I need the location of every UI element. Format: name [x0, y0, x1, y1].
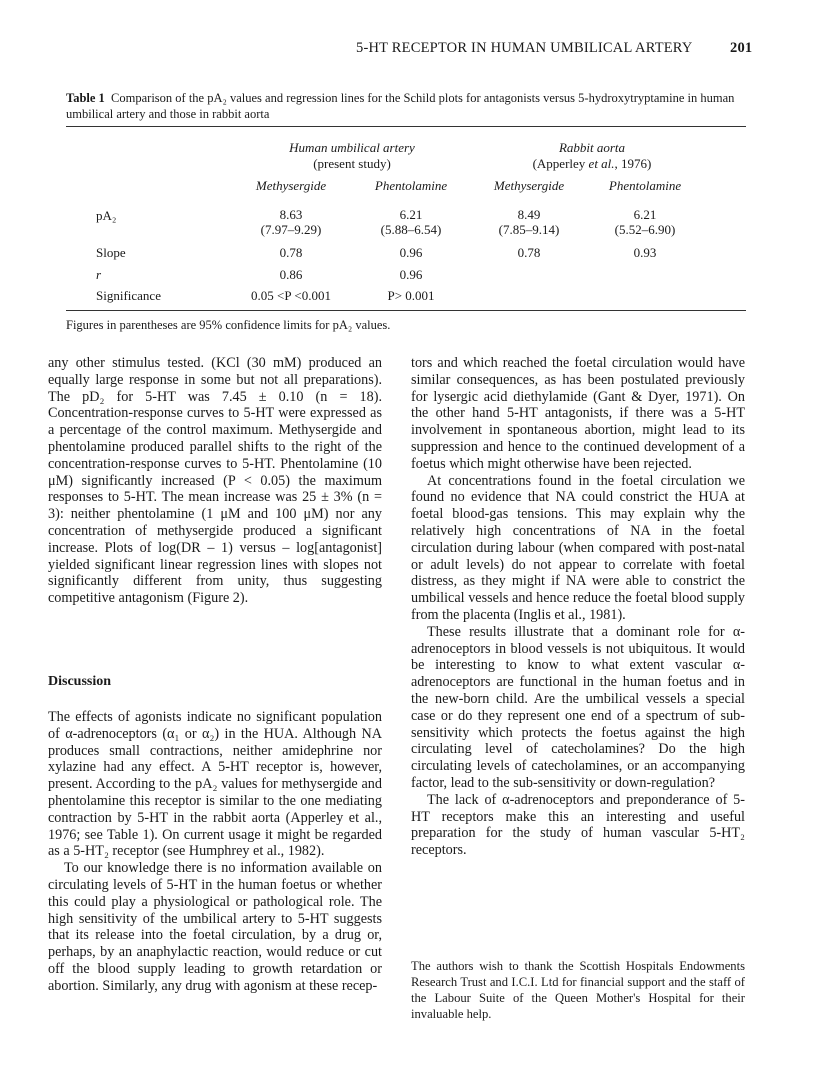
table-caption-text: Comparison of the pA₂ values and regression lines for the Schild plots for antagonists versus 5-hydroxytryptamine in human umbilical artery and those in rabbit aorta	[66, 91, 735, 121]
row-label-slope: Slope	[96, 245, 126, 260]
col-header: Phentolamine	[608, 178, 682, 193]
row-label-r: r	[96, 267, 102, 282]
paragraph: The effects of agonists indicate no significant population of α-adrenoceptors (α₁ or α₂) in the HUA. Although NA produces small contractions, neither amidephrine nor xylazine had any effect. A 5-HT receptor is, however, present. According to the pA₂ values for methysergide and phentolamine this receptor is similar to the one mediating contraction by 5-HT in the rabbit aorta (Apperley et al., 1976; see Table 1). On current usage it might be regarded as a 5-HT₂ receptor (see Humphrey et al., 1982).	[48, 709, 382, 860]
paragraph: These results illustrate that a dominant role for α-adrenoceptors in blood vessels is not ubiquitous. It would be interesting to know to what extent vascular α-adrenoceptors are functional in the human foetus and in the new-born child. Are the umbilical vessels a special case or do they represent one end of a spectrum of sub-sensitivity which protects the foetus against the high circulating level of catecholamines? Do the high circulating levels of catecholamines, or an accompanying factor, lead to the sub-sensitivity or down-regulation?	[411, 623, 745, 791]
pa2-value: 6.21	[633, 207, 657, 222]
col-header: Phentolamine	[374, 178, 448, 193]
significance-value: P> 0.001	[387, 288, 435, 303]
slope-value: 0.78	[279, 245, 303, 260]
section-heading: Discussion	[48, 674, 112, 689]
table-bottom-rule	[66, 310, 746, 311]
group1-subtitle: (present study)	[313, 156, 391, 171]
paragraph: At concentrations found in the foetal circulation we found no evidence that NA could constrict the HUA at foetal blood-gas tensions. This may explain why the relatively high concentrations of NA in the foetal circulation during labour (when compared with post-natal or adult levels) do not appear to correlate with foetal distress, as they might if NA were able to constrict the umbilical vessels and hence reduce the foetal blood supply from the placenta (Inglis et al., 1981).	[411, 472, 745, 623]
slope-value: 0.96	[399, 245, 423, 260]
group2-sub-suffix: , 1976)	[614, 156, 652, 171]
table	[0, 0, 816, 340]
pa2-value: 8.49	[517, 207, 541, 222]
paragraph: The lack of α-adrenoceptors and preponderance of 5-HT receptors make this an interesting and useful preparation for the study of human vascular 5-HT₂ receptors.	[411, 791, 745, 859]
significance-value: 0.05 <P <0.001	[251, 288, 331, 303]
group1-title: Human umbilical artery	[289, 140, 415, 155]
group2-subtitle	[492, 156, 692, 172]
col-header: Methysergide	[255, 178, 327, 193]
table-label: Table 1	[66, 91, 105, 105]
r-value: 0.86	[279, 267, 303, 282]
col-header: Methysergide	[493, 178, 565, 193]
paragraph: tors and which reached the foetal circulation would have similar consequences, as has been postulated previously for lysergic acid diethylamide (Gant & Dyer, 1971). On the other hand 5-HT antagonists, if there was a 5-HT involvement in spontaneous abortion, might lead to its suppression and hence to the continued development of a foetus which might otherwise have been rejected.	[411, 355, 745, 472]
row-label-pa2: pA₂	[96, 208, 117, 223]
group2-sub-etal: et al.	[588, 156, 615, 171]
row-label-significance: Significance	[96, 288, 161, 303]
r-value: 0.96	[399, 267, 423, 282]
table-footnote: Figures in parentheses are 95% confidence limits for pA₂ values.	[66, 318, 391, 332]
pa2-value: 8.63	[279, 207, 303, 222]
left-column-top	[48, 355, 382, 607]
left-column-bottom	[48, 709, 382, 995]
pa2-range: (5.88–6.54)	[380, 222, 442, 237]
pa2-value: 6.21	[399, 207, 423, 222]
right-column	[411, 355, 745, 859]
paragraph: To our knowledge there is no information available on circulating levels of 5-HT in the human foetus or whether this could play a physiological or pathological role. The high sensitivity of the umbilical artery to 5-HT suggests that its release into the foetal circulation, by a drug or, perhaps, by an anaphylactic reaction, would reduce or cut off the blood supply leading to growth retardation or abortion. Similarly, any drug with agonism at these recep-	[48, 860, 382, 994]
pa2-range: (5.52–6.90)	[614, 222, 676, 237]
running-title: 5-HT RECEPTOR IN HUMAN UMBILICAL ARTERY	[356, 40, 693, 56]
paragraph: any other stimulus tested. (KCl (30 mM) produced an equally large response in some but not all preparations). The pD₂ for 5-HT was 7.45 ± 0.10 (n = 18). Concentration-response curves to 5-HT were expressed as a percentage of the control maximum. Methysergide and phentolamine produced parallel shifts to the right of the concentration-response curves to 5-HT. Phentolamine (10 μM) significantly increased (P < 0.05) the maximum responses to 5-HT. The mean increase was 25 ± 3% (n = 3): neither phentolamine (1 μM and 100 μM) nor any concentration of methysergide produced a significant increase. Plots of log(DR – 1) versus – log[antagonist] yielded significant linear regression lines with slopes not significantly different from unity, thus suggesting competitive antagonism (Figure 2).	[48, 355, 382, 607]
acknowledgement: The authors wish to thank the Scottish Hospitals Endowments Research Trust and I.C.I. Ltd for financial support and the staff of the Labour Suite of the Queen Mother's Hospital for their invaluable help.	[411, 959, 745, 1021]
pa2-range: (7.97–9.29)	[260, 222, 322, 237]
page-number: 201	[730, 40, 753, 56]
group2-sub-prefix: (Apperley	[532, 156, 589, 171]
slope-value: 0.93	[633, 245, 657, 260]
group2-title: Rabbit aorta	[558, 140, 626, 155]
slope-value: 0.78	[517, 245, 541, 260]
pa2-range: (7.85–9.14)	[498, 222, 560, 237]
